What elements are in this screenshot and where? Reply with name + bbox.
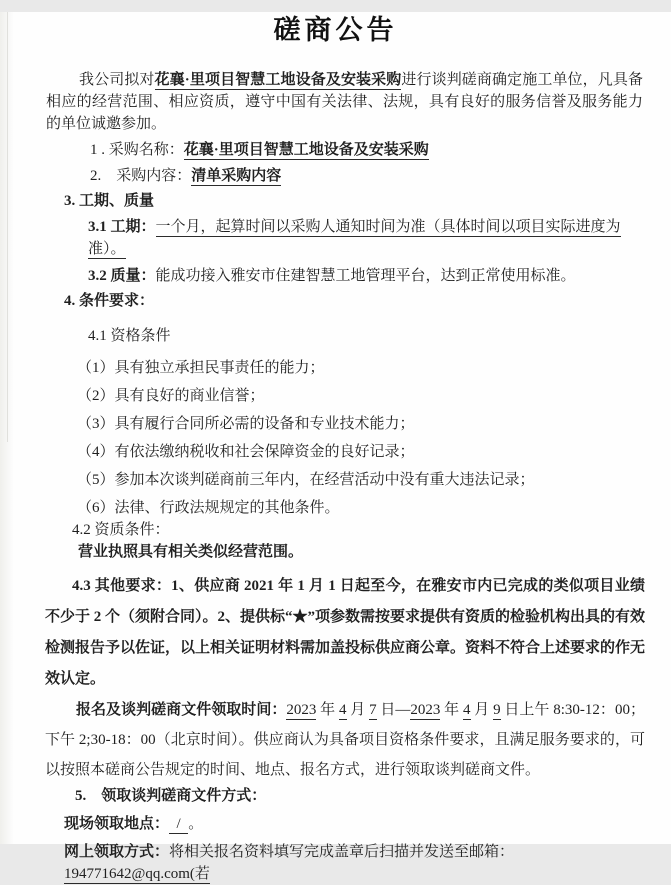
- qualification-item: （4）有依法缴纳税收和社会保障资金的良好记录；: [77, 444, 415, 460]
- reg-sep: 月: [470, 702, 494, 718]
- reg-day2: 9: [493, 702, 501, 718]
- qualification-item: （6）法律、行政法规规定的其他条件。: [77, 500, 340, 516]
- qualification-item: （1）具有独立承担民事责任的能力；: [77, 360, 325, 376]
- item1-label: 1 . 采购名称：: [90, 142, 184, 158]
- quality-label: 3.2 质量：: [88, 268, 156, 284]
- item2-label: 2. 采购内容：: [90, 168, 192, 184]
- registration-paragraph: [45, 695, 645, 785]
- section4-heading: 4. 条件要求：: [64, 293, 155, 309]
- reg-sep: 月: [346, 702, 370, 718]
- reg-year1: 2023: [286, 702, 317, 718]
- qualification-item: （5）参加本次谈判磋商前三年内，在经营活动中没有重大违法记录；: [77, 472, 535, 488]
- online-text: 将相关报名资料填写完成盖章后扫描并发送至邮箱：: [169, 844, 515, 860]
- qualification-item: （3）具有履行合同所必需的设备和专业技术能力；: [77, 416, 415, 432]
- section5-heading: 5. 领取谈判磋商文件方式：: [75, 788, 267, 804]
- scanned-announcement-page: [0, 12, 671, 882]
- scan-crease-line: [7, 12, 8, 442]
- section3-heading: 3. 工期、质量: [64, 193, 155, 209]
- project-name-underlined: 花襄·里项目智慧工地设备及安装采购: [154, 72, 402, 88]
- intro-lead: 我公司拟对: [79, 72, 155, 88]
- intro-paragraph: [46, 69, 643, 135]
- reg-month2: 4: [463, 702, 471, 718]
- online-email: 194771642@qq.com(若: [64, 866, 210, 882]
- intro-tail: 进行谈判磋商确定施工单位，凡具备相应的经营范围、相应资质，遵守中国有关法律、法规，具有良好的服务信誉及服务能力的单位诚邀参加。: [46, 72, 643, 132]
- section4-other-requirements: [45, 571, 645, 695]
- section4-sub42-value: 营业执照具有相关类似经营范围。: [78, 544, 304, 560]
- registration-rest: 日上午 8:30-12：00；下午 2;30-18：00（北京时间）。供应商认为具备项目资格条件要求，且满足服务要求的，可以按照本磋商公告规定的时间、地点、报名方式，进行领取谈判磋商文件。: [45, 702, 645, 778]
- onsite-label: 现场领取地点：: [64, 816, 170, 832]
- section4-sub42: 4.2 资质条件：: [72, 522, 170, 538]
- page-title: 磋商公告: [273, 15, 398, 45]
- registration-label: 报名及谈判磋商文件领取时间：: [76, 702, 287, 718]
- reg-sep: 年: [440, 702, 463, 718]
- item-procurement-content: [90, 165, 651, 187]
- reg-sep: 年: [316, 702, 339, 718]
- onsite-period: 。: [188, 816, 204, 832]
- reg-day1: 7: [369, 702, 377, 718]
- reg-year2: 2023: [410, 702, 441, 718]
- duration-label: 3.1 工期：: [88, 219, 156, 235]
- online-label: 网上领取方式：: [64, 844, 170, 860]
- reg-sep: 日—: [376, 702, 411, 718]
- onsite-blank-value: /: [169, 816, 189, 832]
- quality-value: 能成功接入雅安市住建智慧工地管理平台，达到正常使用标准。: [155, 268, 576, 284]
- item-procurement-name: [90, 139, 651, 161]
- onsite-pickup-line: [64, 813, 651, 835]
- item2-value: 清单采购内容: [191, 168, 282, 184]
- section3-duration: [88, 216, 653, 260]
- reg-month1: 4: [339, 702, 347, 718]
- section4-sub41: 4.1 资格条件: [88, 328, 171, 344]
- duration-value: 一个月，起算时间以采购人通知时间为准（具体时间以项目实际进度为准）。: [88, 219, 621, 257]
- item1-value: 花襄·里项目智慧工地设备及安装采购: [183, 142, 429, 158]
- online-pickup-line: [64, 841, 647, 885]
- sub43-label: 4.3 其他要求：: [72, 578, 172, 594]
- section3-quality: [88, 265, 653, 287]
- qualification-item: （2）具有良好的商业信誉；: [77, 388, 265, 404]
- sub43-text: 1、供应商 2021 年 1 月 1 日起至今，在雅安市内已完成的类似项目业绩不少于 2 个（须附合同）。2、提供标“★”项参数需按要求提供有资质的检验机构出具的有效检测报告予以佐证，以上相关证明材料需加盖投标供应商公章。资料不符合上述要求的作无效认定。: [45, 578, 646, 687]
